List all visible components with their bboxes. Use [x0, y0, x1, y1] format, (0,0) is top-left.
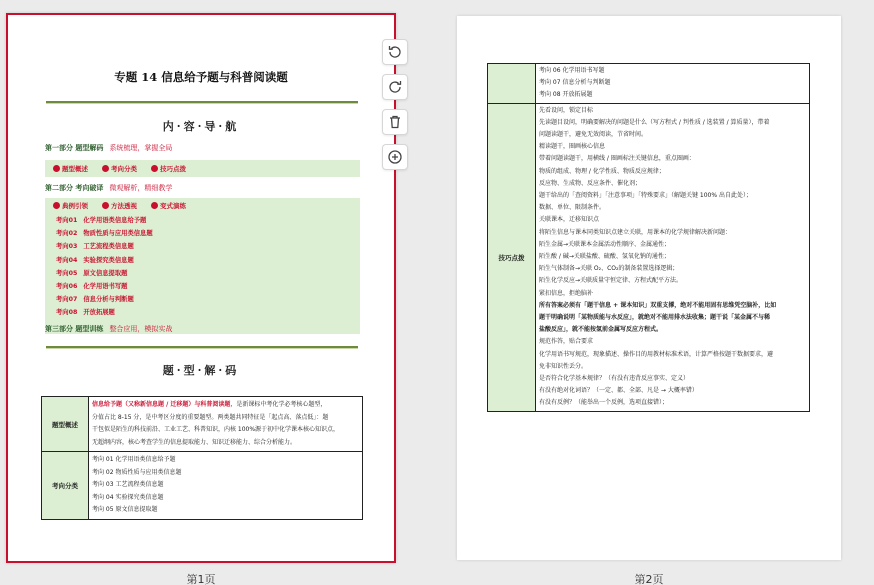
direction-label-cont — [488, 64, 536, 104]
pencil-icon — [151, 165, 158, 172]
table-row: 带着问题读题干，用横线 / 圈画标注关键信息，重点圈画： — [539, 155, 695, 163]
direction-content-cont — [536, 64, 810, 104]
tips-label: 技巧点拨 — [488, 103, 536, 411]
part-1-label: 第一部分 题型解码 — [45, 144, 104, 152]
direction-label: 考向分类 — [42, 452, 89, 520]
overview-label: 题型概述 — [42, 397, 89, 452]
rotate-left-icon — [387, 44, 403, 60]
table-row: 考向 04 实验探究类信息题 — [92, 493, 164, 501]
table-row: 考向 07 信息分析与判断题 — [539, 79, 611, 87]
pencil-icon — [151, 202, 158, 209]
table-row: 考向 05 原文信息提取题 — [92, 506, 158, 513]
add-button[interactable] — [382, 144, 408, 170]
table-row: 考向 02 物质性质与应用类信息题 — [92, 468, 182, 476]
table-row: 题干明确说明「某物质能与水反应」，就绝对不能用排水法收集；题干说「某金属不与稀 — [539, 314, 771, 322]
table-row: 免非知识性丢分。 — [539, 362, 588, 370]
part-2-sub: 微观解析，精细教学 — [109, 184, 173, 192]
table-row: 考向 03 工艺流程类信息题 — [92, 481, 164, 488]
overview-table — [41, 396, 363, 520]
tips-content — [536, 103, 810, 411]
divider-rule — [46, 101, 358, 104]
overview-content: 信息给予题（又称新信息题 / 迁移题）与科普阅读题，是新课标中考化学必考核心题型， 分值占比 8-15 分，是中考区分度的重要题型。两类题共同特征是「起点高、落点低」：题 干包似是陌生的科技前沿、工业工艺、科普知识，内核 100%源于初中化学课本核心知识点， 无超纲内容，核心考查学生的信息提取能力、知识迁移能力、综合分析能力。 — [89, 397, 363, 452]
part-1-sub: 系统梳理，掌握全局 — [109, 144, 173, 152]
table-row: 是否符合化学基本规律？（有没有违背反应事实、定义） — [539, 375, 690, 383]
delete-button[interactable] — [382, 109, 408, 135]
add-icon — [387, 149, 403, 165]
table-row: 数据、单位、限制条件。 — [539, 204, 606, 212]
pill-tips[interactable]: 技巧点拨 — [151, 164, 186, 173]
list-item[interactable]: 考向02 物质性质与应用类信息题 — [56, 230, 153, 238]
example-list — [56, 215, 153, 321]
table-row: 有没有绝对化词语？（一定、都、全部、凡是 → 大概率错） — [539, 387, 698, 395]
part-1-line — [45, 143, 172, 153]
pencil-icon — [102, 202, 109, 209]
list-item[interactable]: 考向05 原文信息提取题 — [56, 269, 128, 277]
table-row: 陌生化学反应→关联质量守恒定律、方程式配平方法。 — [539, 277, 683, 285]
table-row: 题干给出的「查阅资料」「注意事项」「特殊要求」（解题关键 100% 出自此处）； — [539, 192, 752, 200]
table-row: 物质的组成、物理 / 化学性质、物质反应规律； — [539, 167, 665, 175]
part-2-pills — [53, 201, 186, 210]
part-2-label: 第二部分 考向破译 — [45, 184, 104, 192]
pill-practice[interactable]: 变式演练 — [151, 201, 186, 210]
table-row: 陌生气体制备→关联 O₂、CO₂的制备装置选择逻辑； — [539, 265, 679, 273]
table-row: 关联课本，迁移知识点 — [539, 216, 600, 224]
pencil-icon — [53, 165, 60, 172]
list-item[interactable]: 考向06 化学用语书写题 — [56, 282, 128, 290]
table-row: 所有答案必须有「题干信息 + 课本知识」双重支撑，绝对不能用固有思维凭空脑补，比如 — [539, 301, 777, 309]
table-row: 反应物、生成物、反应条件、催化剂； — [539, 179, 642, 187]
list-item[interactable]: 考向01 化学用语类信息给予题 — [56, 217, 147, 224]
table-row: 先读题目设问，明确要解决的问题是什么（写方程式 / 判性质 / 选装置 / 算质量），带着 — [539, 118, 770, 126]
list-item[interactable]: 考向08 开放拓展题 — [56, 309, 115, 317]
pencil-icon — [102, 165, 109, 172]
doc-title: 专题 14 信息给予题与科普阅读题 — [114, 70, 288, 84]
list-item[interactable]: 考向03 工艺流程类信息题 — [56, 243, 134, 251]
divider-rule — [46, 346, 358, 349]
table-row: 陌生金属→关联课本金属活动性顺序、金属通性； — [539, 240, 671, 248]
section-heading-decode: 题·型·解·码 — [162, 364, 240, 377]
part-3-label: 第三部分 题型训练 — [45, 325, 104, 333]
list-item[interactable]: 考向04 实验探究类信息题 — [56, 256, 134, 264]
pill-direction[interactable]: 考向分类 — [102, 164, 137, 173]
table-row: 化学用语书写规范，现象描述、操作目的用教材标准术语，计算严格按题干数据要求，避 — [539, 350, 774, 358]
page-1[interactable] — [6, 13, 396, 563]
table-row: 规范作答，贴合要求 — [539, 338, 594, 346]
rotate-left-button[interactable] — [382, 39, 408, 65]
page-toolbar — [382, 39, 410, 179]
rotate-right-icon — [387, 79, 403, 95]
table-row: 紧扣信息，拒绝脑补 — [539, 289, 594, 297]
page-2[interactable] — [457, 16, 841, 560]
pill-method[interactable]: 方法透视 — [102, 201, 137, 210]
pencil-icon — [53, 202, 60, 209]
table-row: 问题读题干，避免无效阅读，节省时间。 — [539, 131, 648, 139]
table-row: 将陌生信息与课本同类知识点建立关联，用课本的化学规律解决新问题： — [539, 228, 732, 236]
delete-icon — [387, 114, 403, 130]
table-row: 精读题干，圈画核心信息 — [539, 143, 606, 151]
table-row: 考向 08 开放拓展题 — [539, 91, 593, 99]
table-row: 盐酸反应」，就不能按氢前金属写反应方程式。 — [539, 326, 663, 334]
page-2-label: 第2页 — [634, 573, 664, 585]
rotate-right-button[interactable] — [382, 74, 408, 100]
table-row: 考向 01 化学用语类信息给予题 — [92, 456, 176, 463]
table-row: 有没有反例？（能举出一个反例，选项直接错）； — [539, 399, 669, 407]
table-row: 陌生酸 / 碱→关联盐酸、硫酸、氢氧化钠的通性； — [539, 253, 670, 261]
direction-content — [89, 452, 363, 520]
table-row: 考向 06 化学用语书写题 — [539, 67, 605, 74]
pill-overview[interactable]: 题型概述 — [53, 164, 88, 173]
page-1-label: 第1页 — [186, 573, 216, 585]
part-3-sub: 整合应用，模拟实战 — [109, 325, 173, 333]
section-heading-contents: 内·容·导·航 — [162, 120, 240, 133]
list-item[interactable]: 考向07 信息分析与判断题 — [56, 296, 134, 304]
part-3-line — [45, 324, 172, 334]
part-1-pills — [53, 164, 186, 173]
pill-example[interactable]: 典例引领 — [53, 201, 88, 210]
tips-table — [487, 63, 810, 412]
table-row: 先看设问，锁定目标 — [539, 106, 594, 114]
part-2-line — [45, 183, 172, 193]
